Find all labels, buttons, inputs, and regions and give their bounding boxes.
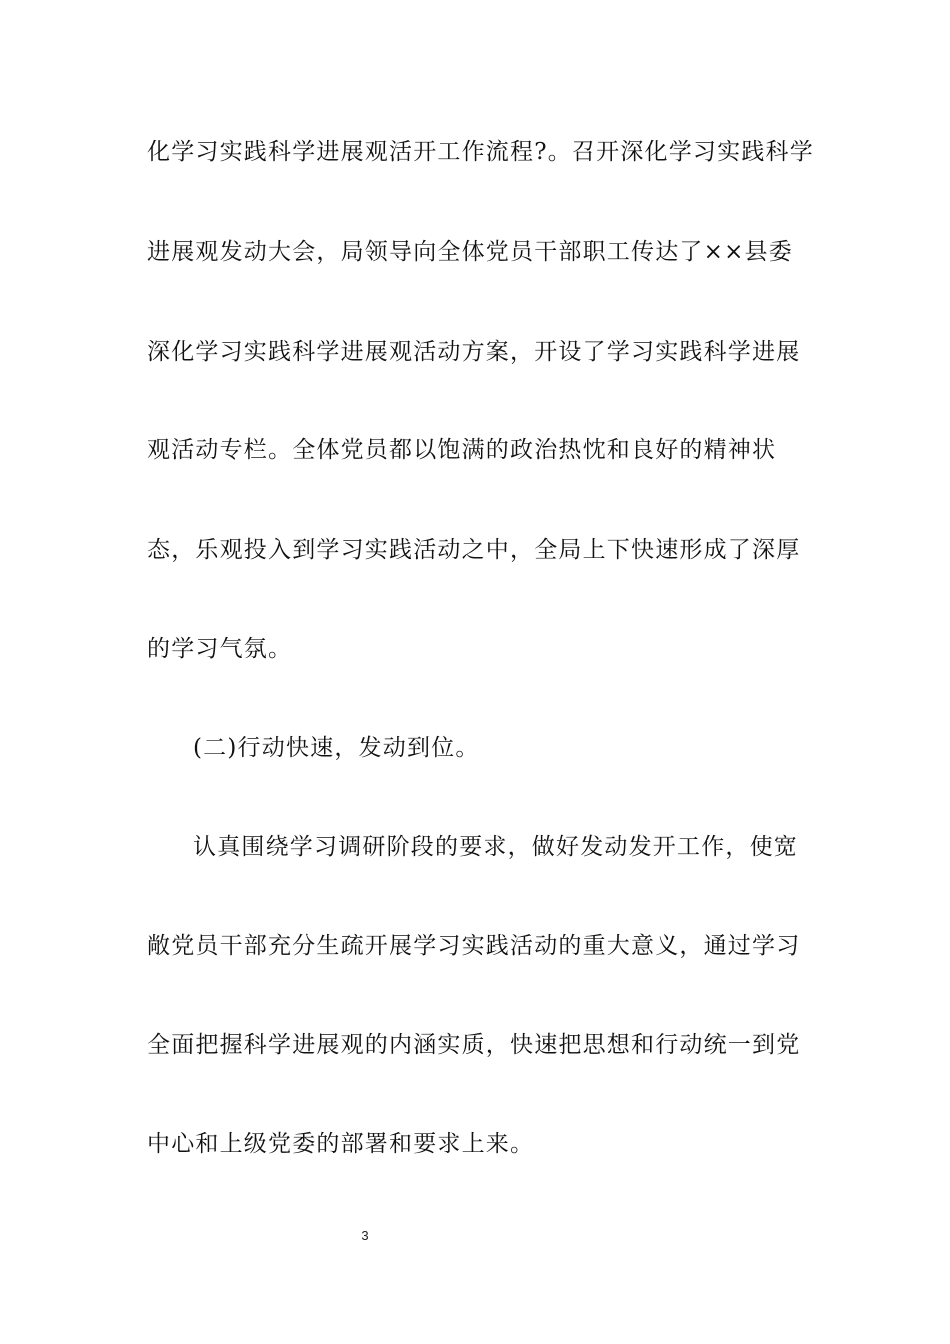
paragraph-line: 态，乐观投入到学习实践活动之中，全局上下快速形成了深厚 [147,537,801,563]
paragraph-line: 观活动专栏。全体党员都以饱满的政治热忱和良好的精神状 [147,437,777,463]
paragraph-line: 中心和上级党委的部署和要求上来。 [147,1131,535,1157]
paragraph-line: 认真围绕学习调研阶段的要求，做好发动发开工作，使宽 [193,834,798,860]
paragraph-line: 化学习实践科学进展观活开工作流程?。召开深化学习实践科学 [147,139,814,165]
section-heading: (二)行动快速，发动到位。 [193,735,480,761]
page-number: 3 [361,1228,369,1243]
paragraph-line: 敞党员干部充分生疏开展学习实践活动的重大意义，通过学习 [147,933,801,959]
paragraph-line: 全面把握科学进展观的内涵实质，快速把思想和行动统一到党 [147,1032,801,1058]
paragraph-line: 深化学习实践科学进展观活动方案，开设了学习实践科学进展 [147,339,801,365]
paragraph-line: 的学习气氛。 [147,636,293,662]
paragraph-line: 进展观发动大会，局领导向全体党员干部职工传达了××县委 [147,239,793,265]
